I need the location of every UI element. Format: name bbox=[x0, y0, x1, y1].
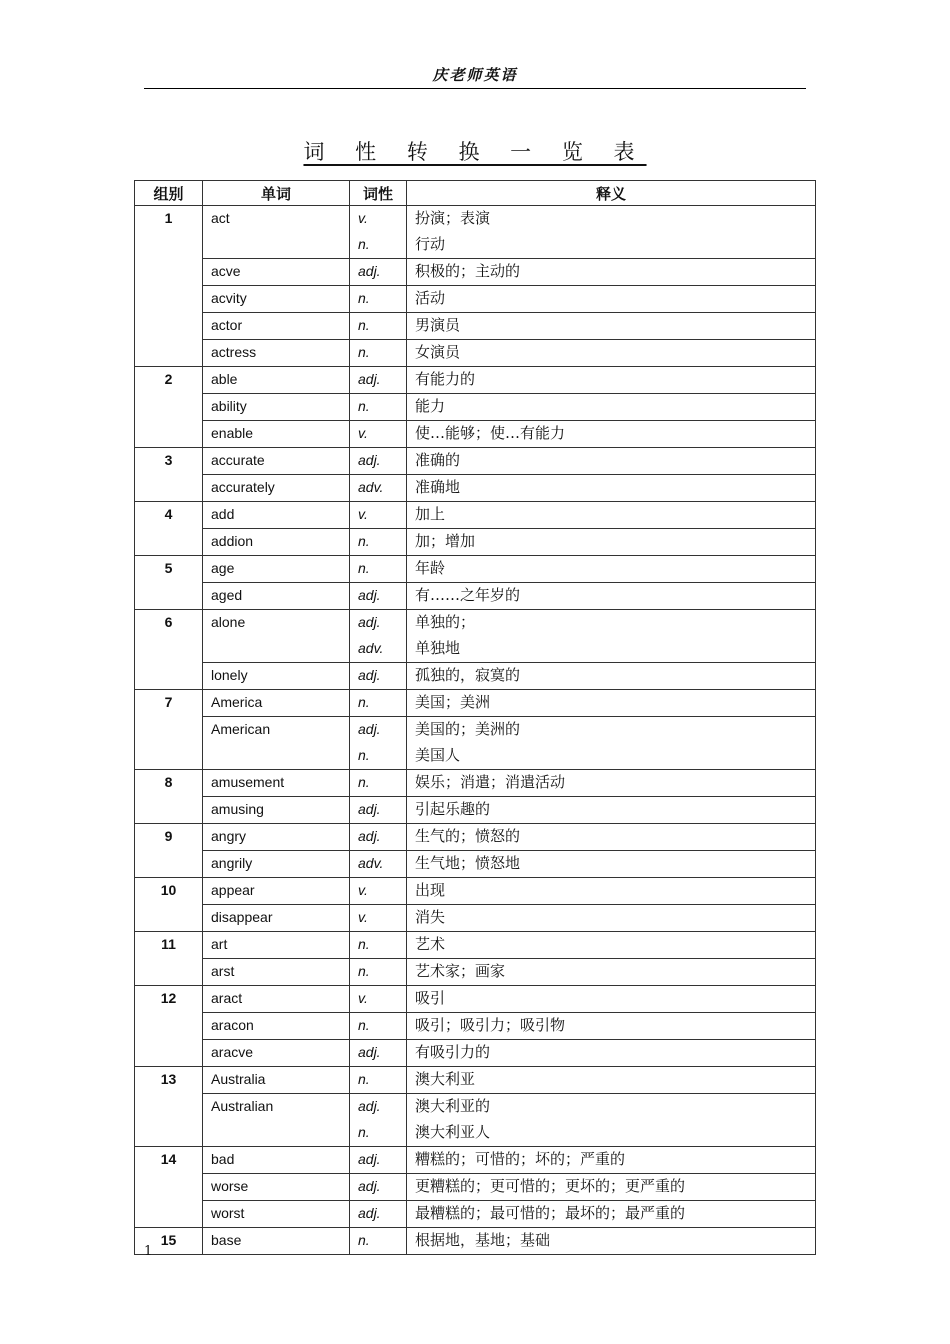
meaning-text: 扮演；表演 bbox=[415, 209, 491, 227]
pos-cell bbox=[350, 394, 407, 421]
meaning-text: 澳大利亚 bbox=[415, 1070, 476, 1088]
group-number-text: 10 bbox=[160, 882, 177, 898]
meaning-text: 活动 bbox=[415, 289, 446, 307]
pos-text: v. bbox=[358, 882, 368, 898]
pos-text: adj. bbox=[358, 1151, 381, 1167]
meaning-text: 单独地 bbox=[415, 639, 461, 657]
pos-cell bbox=[350, 583, 407, 610]
word-text: actor bbox=[211, 317, 243, 333]
table-row bbox=[135, 394, 816, 421]
pos-text: n. bbox=[358, 1232, 370, 1248]
pos-cell bbox=[350, 959, 407, 986]
word-text: America bbox=[211, 694, 263, 710]
word-cell bbox=[203, 797, 350, 824]
word-text: ability bbox=[211, 398, 247, 414]
word-cell bbox=[203, 313, 350, 340]
meaning-cell bbox=[407, 1013, 816, 1040]
pos-text: adv. bbox=[358, 479, 384, 495]
table-row bbox=[135, 797, 816, 824]
pos-text: n. bbox=[358, 398, 370, 414]
group-number bbox=[135, 502, 203, 556]
meaning-cell bbox=[407, 502, 816, 529]
meaning-text: 艺术家；画家 bbox=[415, 962, 506, 980]
word-text: age bbox=[211, 560, 235, 576]
meaning-cell bbox=[407, 1147, 816, 1174]
group-number-text: 1 bbox=[164, 210, 173, 226]
pos-cell bbox=[350, 663, 407, 690]
pos-text: n. bbox=[358, 1071, 370, 1087]
word-cell bbox=[203, 583, 350, 610]
word-cell bbox=[203, 610, 350, 663]
word-cell bbox=[203, 770, 350, 797]
meaning-text: 更糟糕的；更可惜的；更坏的；更严重的 bbox=[415, 1177, 686, 1195]
meaning-cell bbox=[407, 421, 816, 448]
meaning-cell bbox=[407, 394, 816, 421]
meaning-cell bbox=[407, 851, 816, 878]
meaning-text: 美国的；美洲的 bbox=[415, 720, 521, 738]
word-cell bbox=[203, 1201, 350, 1228]
word-text: alone bbox=[211, 614, 246, 630]
pos-text: v. bbox=[358, 909, 368, 925]
pos-cell bbox=[350, 797, 407, 824]
pos-text: n. bbox=[358, 963, 370, 979]
pos-cell bbox=[350, 1201, 407, 1228]
table-header-row bbox=[135, 181, 816, 206]
table-row bbox=[135, 717, 816, 770]
group-number-text: 5 bbox=[164, 560, 173, 576]
pos-text: adv. bbox=[358, 855, 384, 871]
meaning-cell bbox=[407, 529, 816, 556]
header-rule bbox=[144, 88, 806, 89]
word-cell bbox=[203, 502, 350, 529]
pos-text: n. bbox=[358, 236, 370, 252]
pos-cell bbox=[350, 529, 407, 556]
table-row bbox=[135, 986, 816, 1013]
group-number bbox=[135, 690, 203, 770]
group-number-text: 13 bbox=[160, 1071, 177, 1087]
meaning-text: 吸引；吸引力；吸引物 bbox=[415, 1016, 566, 1034]
pos-text: v. bbox=[358, 506, 368, 522]
word-text: aracve bbox=[211, 1044, 254, 1060]
pos-text: n. bbox=[358, 747, 370, 763]
word-text: add bbox=[211, 506, 235, 522]
pos-cell bbox=[350, 556, 407, 583]
group-number-text: 15 bbox=[160, 1232, 177, 1248]
meaning-text: 男演员 bbox=[415, 316, 461, 334]
group-number-text: 4 bbox=[164, 506, 173, 522]
word-cell bbox=[203, 986, 350, 1013]
pos-cell bbox=[350, 905, 407, 932]
word-text: amusement bbox=[211, 774, 285, 790]
pos-text: n. bbox=[358, 936, 370, 952]
word-text: arst bbox=[211, 963, 235, 979]
meaning-text: 澳大利亚的 bbox=[415, 1097, 491, 1115]
meaning-text: 使…能够；使…有能力 bbox=[415, 424, 566, 442]
pos-text: adj. bbox=[358, 1178, 381, 1194]
meaning-text: 准确地 bbox=[415, 478, 461, 496]
pos-text: v. bbox=[358, 425, 368, 441]
word-cell bbox=[203, 206, 350, 259]
pos-text: n. bbox=[358, 694, 370, 710]
meaning-cell bbox=[407, 556, 816, 583]
table-row bbox=[135, 932, 816, 959]
pos-cell bbox=[350, 878, 407, 905]
pos-cell bbox=[350, 448, 407, 475]
meaning-text: 艺术 bbox=[415, 935, 446, 953]
pos-cell bbox=[350, 610, 407, 663]
table-row bbox=[135, 770, 816, 797]
meaning-text: 有……之年岁的 bbox=[415, 586, 521, 604]
pos-cell bbox=[350, 313, 407, 340]
meaning-text: 孤独的，寂寞的 bbox=[415, 666, 521, 684]
table-row bbox=[135, 529, 816, 556]
meaning-cell bbox=[407, 690, 816, 717]
pos-cell bbox=[350, 690, 407, 717]
table-row bbox=[135, 583, 816, 610]
pos-cell bbox=[350, 502, 407, 529]
pos-cell bbox=[350, 1147, 407, 1174]
table-row bbox=[135, 690, 816, 717]
group-number-text: 2 bbox=[164, 371, 173, 387]
pos-text: adj. bbox=[358, 452, 381, 468]
pos-text: adj. bbox=[358, 667, 381, 683]
table-row bbox=[135, 421, 816, 448]
column-header-group: 组别 bbox=[135, 181, 203, 206]
meaning-cell bbox=[407, 1228, 816, 1255]
pos-text: adj. bbox=[358, 263, 381, 279]
meaning-cell bbox=[407, 448, 816, 475]
word-text: bad bbox=[211, 1151, 235, 1167]
pos-text: n. bbox=[358, 774, 370, 790]
meaning-cell bbox=[407, 1201, 816, 1228]
pos-cell bbox=[350, 1228, 407, 1255]
meaning-cell bbox=[407, 367, 816, 394]
pos-text: adj. bbox=[358, 1205, 381, 1221]
table-row bbox=[135, 367, 816, 394]
page-number: 1 bbox=[144, 1244, 153, 1259]
word-cell bbox=[203, 878, 350, 905]
table-row bbox=[135, 905, 816, 932]
pos-cell bbox=[350, 206, 407, 259]
pos-cell bbox=[350, 259, 407, 286]
meaning-cell bbox=[407, 206, 816, 259]
pos-cell bbox=[350, 340, 407, 367]
group-number bbox=[135, 878, 203, 932]
group-number bbox=[135, 932, 203, 986]
meaning-cell bbox=[407, 959, 816, 986]
pos-text: adj. bbox=[358, 614, 381, 630]
table-row bbox=[135, 259, 816, 286]
pos-cell bbox=[350, 717, 407, 770]
meaning-text: 积极的；主动的 bbox=[415, 262, 521, 280]
table-row bbox=[135, 206, 816, 259]
pos-text: adj. bbox=[358, 587, 381, 603]
table-row bbox=[135, 959, 816, 986]
pos-text: v. bbox=[358, 210, 368, 226]
page-header: 庆老师英语 bbox=[432, 66, 518, 84]
meaning-cell bbox=[407, 986, 816, 1013]
word-cell bbox=[203, 717, 350, 770]
pos-text: n. bbox=[358, 344, 370, 360]
meaning-cell bbox=[407, 475, 816, 502]
meaning-cell bbox=[407, 717, 816, 770]
word-text: Australia bbox=[211, 1071, 266, 1087]
table-row bbox=[135, 313, 816, 340]
meaning-cell bbox=[407, 583, 816, 610]
word-cell bbox=[203, 1147, 350, 1174]
table-row bbox=[135, 663, 816, 690]
pos-text: v. bbox=[358, 990, 368, 1006]
table-row bbox=[135, 448, 816, 475]
word-cell bbox=[203, 286, 350, 313]
word-text: lonely bbox=[211, 667, 248, 683]
word-text: aracon bbox=[211, 1017, 254, 1033]
word-cell bbox=[203, 421, 350, 448]
group-number bbox=[135, 556, 203, 610]
title-text: 词 性 转 换 一 览 表 bbox=[303, 140, 647, 164]
group-number bbox=[135, 986, 203, 1067]
pos-cell bbox=[350, 986, 407, 1013]
word-text: angry bbox=[211, 828, 247, 844]
column-header-meaning: 释义 bbox=[407, 181, 816, 206]
table-row bbox=[135, 340, 816, 367]
word-cell bbox=[203, 394, 350, 421]
word-text: accurate bbox=[211, 452, 265, 468]
pos-text: adj. bbox=[358, 801, 381, 817]
meaning-cell bbox=[407, 286, 816, 313]
column-header-pos: 词性 bbox=[350, 181, 407, 206]
word-text: aged bbox=[211, 587, 243, 603]
word-text: disappear bbox=[211, 909, 273, 925]
group-number-text: 9 bbox=[164, 828, 173, 844]
pos-text: n. bbox=[358, 290, 370, 306]
group-number-text: 11 bbox=[161, 936, 176, 952]
word-text: Australian bbox=[211, 1098, 274, 1114]
pos-text: adj. bbox=[358, 828, 381, 844]
meaning-cell bbox=[407, 1174, 816, 1201]
word-text: acvity bbox=[211, 290, 247, 306]
meaning-text: 单独的； bbox=[415, 613, 476, 631]
group-number-text: 6 bbox=[164, 614, 173, 630]
meaning-cell bbox=[407, 259, 816, 286]
table-row bbox=[135, 824, 816, 851]
meaning-cell bbox=[407, 340, 816, 367]
meaning-cell bbox=[407, 770, 816, 797]
word-cell bbox=[203, 905, 350, 932]
word-cell bbox=[203, 448, 350, 475]
meaning-text: 消失 bbox=[415, 908, 446, 926]
meaning-text: 准确的 bbox=[415, 451, 461, 469]
meaning-text: 生气地；愤怒地 bbox=[415, 854, 521, 872]
table-row bbox=[135, 878, 816, 905]
table-row bbox=[135, 1013, 816, 1040]
word-cell bbox=[203, 529, 350, 556]
meaning-cell bbox=[407, 878, 816, 905]
group-number-text: 7 bbox=[164, 694, 173, 710]
word-cell bbox=[203, 1094, 350, 1147]
meaning-cell bbox=[407, 610, 816, 663]
table-body bbox=[135, 206, 816, 1255]
word-cell bbox=[203, 1067, 350, 1094]
word-text: worst bbox=[211, 1205, 245, 1221]
pos-text: adj. bbox=[358, 1098, 381, 1114]
meaning-text: 美国人 bbox=[415, 746, 461, 764]
meaning-text: 生气的；愤怒的 bbox=[415, 827, 521, 845]
meaning-text: 根据地，基地；基础 bbox=[415, 1231, 551, 1249]
table-row bbox=[135, 1067, 816, 1094]
pos-cell bbox=[350, 824, 407, 851]
pos-cell bbox=[350, 475, 407, 502]
word-cell bbox=[203, 824, 350, 851]
meaning-cell bbox=[407, 824, 816, 851]
word-cell bbox=[203, 932, 350, 959]
pos-text: adj. bbox=[358, 371, 381, 387]
meaning-text: 加上 bbox=[415, 505, 446, 523]
word-text: base bbox=[211, 1232, 242, 1248]
group-number-text: 14 bbox=[160, 1151, 177, 1167]
meaning-text: 糟糕的；可惜的；坏的；严重的 bbox=[415, 1150, 626, 1168]
meaning-text: 有吸引力的 bbox=[415, 1043, 491, 1061]
word-text: angrily bbox=[211, 855, 253, 871]
group-number bbox=[135, 1067, 203, 1147]
meaning-text: 澳大利亚人 bbox=[415, 1123, 491, 1141]
meaning-cell bbox=[407, 663, 816, 690]
pos-cell bbox=[350, 932, 407, 959]
group-number bbox=[135, 206, 203, 367]
table-row bbox=[135, 610, 816, 663]
word-text: enable bbox=[211, 425, 254, 441]
word-text: art bbox=[211, 936, 228, 952]
word-cell bbox=[203, 1174, 350, 1201]
word-cell bbox=[203, 556, 350, 583]
pos-cell bbox=[350, 421, 407, 448]
word-text: acve bbox=[211, 263, 241, 279]
word-text: amusing bbox=[211, 801, 264, 817]
group-number bbox=[135, 448, 203, 502]
word-cell bbox=[203, 663, 350, 690]
meaning-text: 美国；美洲 bbox=[415, 693, 491, 711]
word-cell bbox=[203, 1228, 350, 1255]
meaning-cell bbox=[407, 1094, 816, 1147]
pos-text: n. bbox=[358, 1017, 370, 1033]
table-row bbox=[135, 1174, 816, 1201]
word-text: actress bbox=[211, 344, 257, 360]
word-cell bbox=[203, 959, 350, 986]
meaning-text: 能力 bbox=[415, 397, 446, 415]
group-number-text: 3 bbox=[164, 452, 173, 468]
pos-text: adv. bbox=[358, 640, 384, 656]
meaning-text: 有能力的 bbox=[415, 370, 476, 388]
pos-cell bbox=[350, 367, 407, 394]
word-text: aract bbox=[211, 990, 243, 1006]
pos-cell bbox=[350, 1174, 407, 1201]
meaning-text: 行动 bbox=[415, 235, 446, 253]
meaning-cell bbox=[407, 1067, 816, 1094]
pos-text: n. bbox=[358, 533, 370, 549]
pos-cell bbox=[350, 1013, 407, 1040]
table-row bbox=[135, 1094, 816, 1147]
pos-cell bbox=[350, 770, 407, 797]
meaning-cell bbox=[407, 932, 816, 959]
word-text: act bbox=[211, 210, 230, 226]
group-number bbox=[135, 610, 203, 690]
word-text: appear bbox=[211, 882, 255, 898]
table-row bbox=[135, 1228, 816, 1255]
word-cell bbox=[203, 851, 350, 878]
meaning-cell bbox=[407, 797, 816, 824]
pos-cell bbox=[350, 1040, 407, 1067]
group-number-text: 12 bbox=[160, 990, 177, 1006]
word-cell bbox=[203, 1013, 350, 1040]
pos-text: adj. bbox=[358, 721, 381, 737]
meaning-text: 年龄 bbox=[415, 559, 446, 577]
meaning-cell bbox=[407, 1040, 816, 1067]
word-text: worse bbox=[211, 1178, 249, 1194]
table-row bbox=[135, 1147, 816, 1174]
table-row bbox=[135, 1201, 816, 1228]
group-number bbox=[135, 1147, 203, 1228]
meaning-cell bbox=[407, 313, 816, 340]
meaning-text: 最糟糕的；最可惜的；最坏的；最严重的 bbox=[415, 1204, 686, 1222]
meaning-text: 出现 bbox=[415, 881, 446, 899]
word-text: able bbox=[211, 371, 238, 387]
word-cell bbox=[203, 690, 350, 717]
table-row bbox=[135, 475, 816, 502]
table-row bbox=[135, 1040, 816, 1067]
pos-cell bbox=[350, 851, 407, 878]
pos-text: n. bbox=[358, 1124, 370, 1140]
pos-text: n. bbox=[358, 560, 370, 576]
word-cell bbox=[203, 475, 350, 502]
meaning-text: 吸引 bbox=[415, 989, 446, 1007]
word-cell bbox=[203, 259, 350, 286]
column-header-word: 单词 bbox=[203, 181, 350, 206]
word-form-table bbox=[134, 180, 816, 1255]
meaning-text: 娱乐；消遣；消遣活动 bbox=[415, 773, 566, 791]
group-number bbox=[135, 824, 203, 878]
meaning-cell bbox=[407, 905, 816, 932]
group-number bbox=[135, 770, 203, 824]
word-text: American bbox=[211, 721, 271, 737]
word-text: accurately bbox=[211, 479, 275, 495]
pos-cell bbox=[350, 286, 407, 313]
page-title bbox=[0, 136, 950, 166]
meaning-text: 加；增加 bbox=[415, 532, 476, 550]
word-cell bbox=[203, 340, 350, 367]
table-row bbox=[135, 286, 816, 313]
pos-cell bbox=[350, 1094, 407, 1147]
word-cell bbox=[203, 367, 350, 394]
group-number-text: 8 bbox=[164, 774, 173, 790]
word-text: addion bbox=[211, 533, 254, 549]
table-row bbox=[135, 556, 816, 583]
table-row bbox=[135, 502, 816, 529]
word-cell bbox=[203, 1040, 350, 1067]
meaning-text: 女演员 bbox=[415, 343, 461, 361]
pos-cell bbox=[350, 1067, 407, 1094]
meaning-text: 引起乐趣的 bbox=[415, 800, 491, 818]
table-row bbox=[135, 851, 816, 878]
group-number bbox=[135, 367, 203, 448]
pos-text: n. bbox=[358, 317, 370, 333]
pos-text: adj. bbox=[358, 1044, 381, 1060]
